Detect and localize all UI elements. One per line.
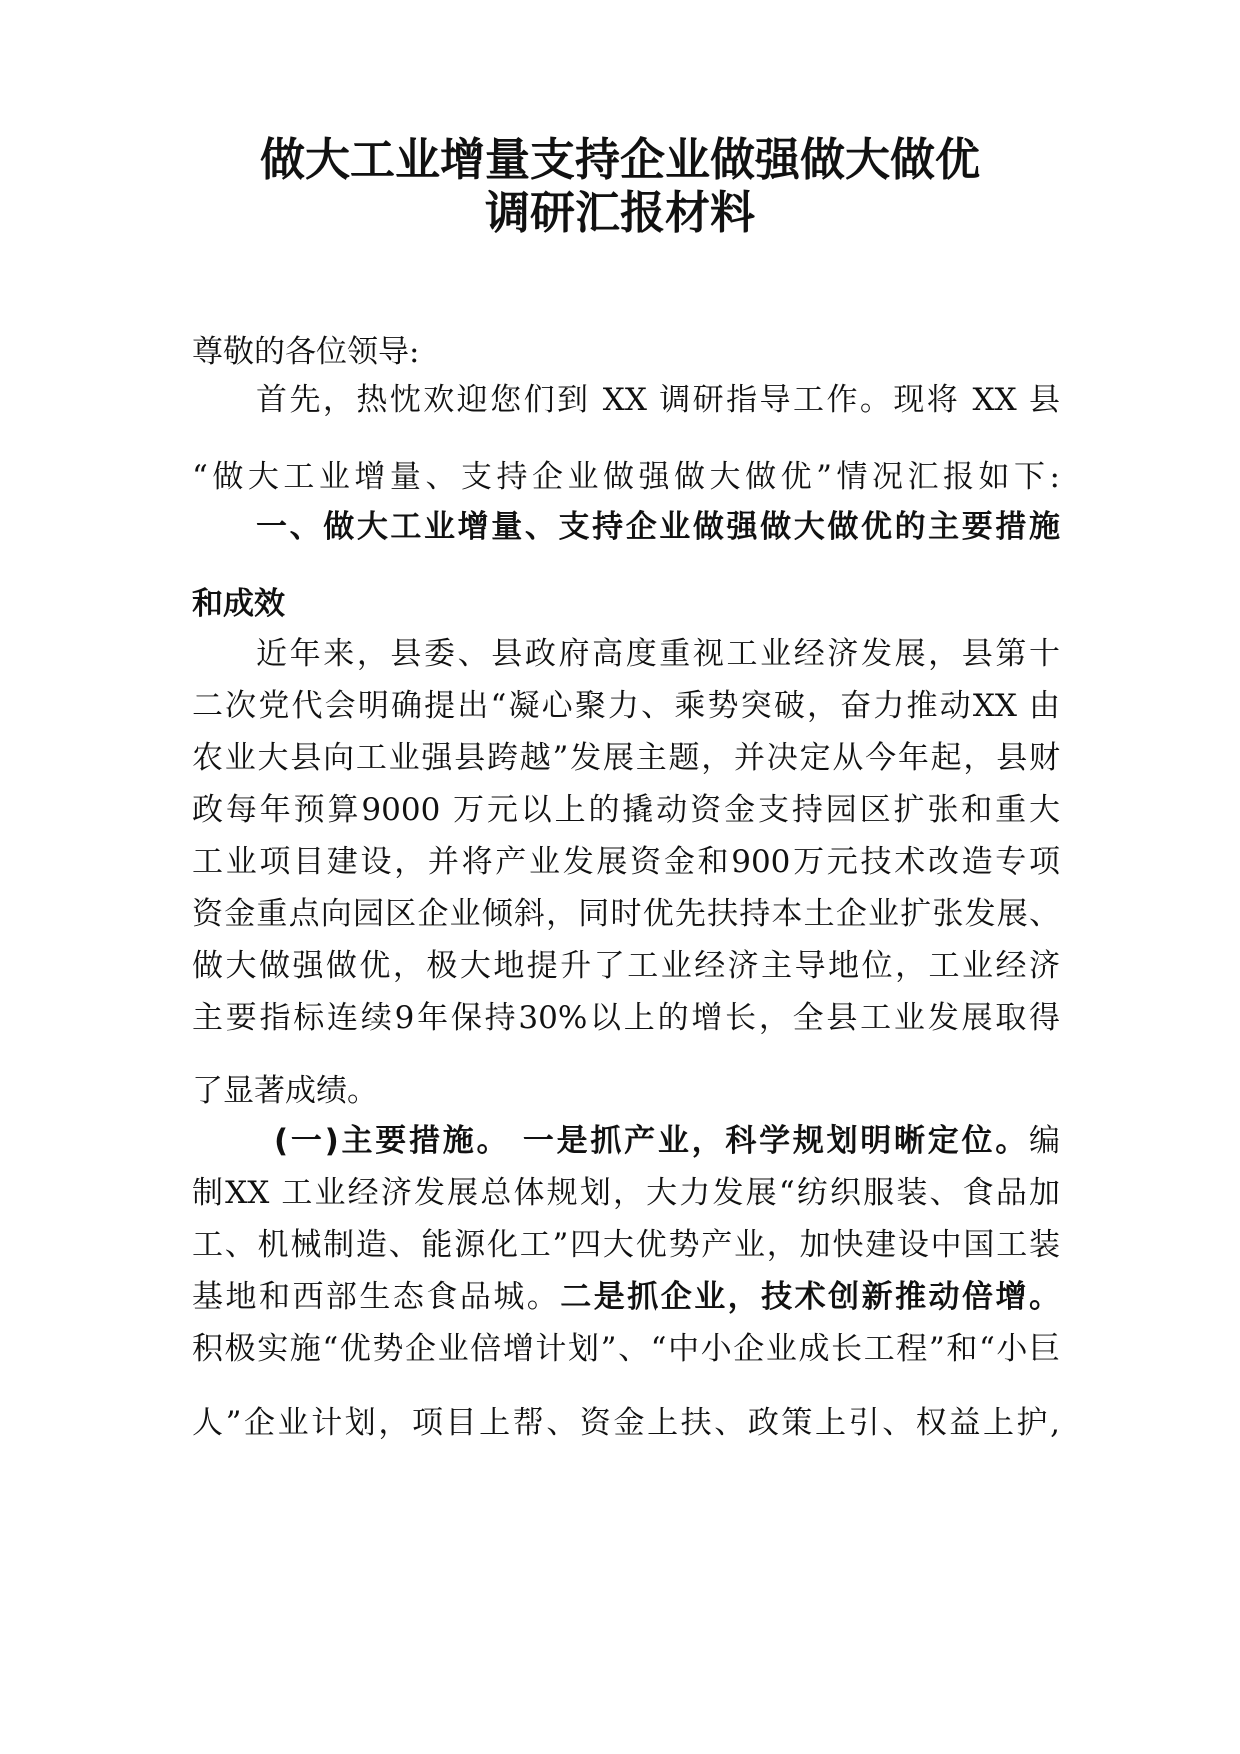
para2-line3-text: 基地和西部生态食品城。 bbox=[192, 1279, 561, 1315]
para1-line-6: 资金重点向园区企业倾斜，同时优先扶持本土企业扩张发展、 bbox=[192, 896, 1060, 932]
para2-line-2: 工、机械制造、能源化工”四大优势产业，加快建设中国工装 bbox=[192, 1227, 1060, 1263]
sub1-point1-bold: 一是抓产业，科学规划明晰定位。 bbox=[522, 1123, 1030, 1159]
section1-heading-line1: 一、做大工业增量、支持企业做强做大做优的主要措施 bbox=[256, 509, 1060, 545]
para2-line-1: 制XX 工业经济发展总体规划，大力发展“纺织服装、食品加 bbox=[192, 1175, 1060, 1211]
para1-line-4: 政每年预算9000 万元以上的撬动资金支持园区扩张和重大 bbox=[192, 792, 1060, 828]
para1-line-3: 农业大县向工业强县跨越”发展主题，并决定从今年起，县财 bbox=[192, 740, 1060, 776]
section1-heading-line2: 和成效 bbox=[192, 586, 285, 622]
document-title-line2: 调研汇报材料 bbox=[484, 186, 755, 239]
sub1-label: (一)主要措施。 bbox=[274, 1123, 511, 1159]
para1-line-7: 做大做强做优，极大地提升了工业经济主导地位，工业经济 bbox=[192, 948, 1060, 984]
intro-line-1: 首先，热忱欢迎您们到 XX 调研指导工作。现将 XX 县 bbox=[256, 382, 1060, 418]
salutation: 尊敬的各位领导: bbox=[192, 334, 420, 370]
para2-line3-bold: 二是抓企业，技术创新推动倍增。 bbox=[560, 1279, 1060, 1315]
para1-line-9: 了显著成绩。 bbox=[192, 1073, 378, 1109]
para1-line-2: 二次党代会明确提出“凝心聚力、乘势突破，奋力推动XX 由 bbox=[192, 688, 1060, 724]
document-title-line1: 做大工业增量支持企业做强做大做优 bbox=[259, 133, 980, 186]
para2-line-4: 积极实施“优势企业倍增计划”、“中小企业成长工程”和“小巨 bbox=[192, 1331, 1060, 1367]
para1-line-1: 近年来，县委、县政府高度重视工业经济发展，县第十 bbox=[256, 636, 1060, 672]
para2-line-3 bbox=[192, 1279, 1060, 1315]
sub1-first-line bbox=[274, 1123, 1061, 1159]
para1-line-5: 工业项目建设，并将产业发展资金和900万元技术改造专项 bbox=[192, 844, 1060, 880]
sub1-point1-tail: 编 bbox=[1029, 1123, 1061, 1159]
para1-line-8: 主要指标连续9年保持30%以上的增长，全县工业发展取得 bbox=[192, 1000, 1060, 1036]
intro-line-2: “做大工业增量、支持企业做强做大做优”情况汇报如下: bbox=[192, 459, 1060, 495]
para2-line-5: 人”企业计划，项目上帮、资金上扶、政策上引、权益上护, bbox=[192, 1405, 1060, 1441]
